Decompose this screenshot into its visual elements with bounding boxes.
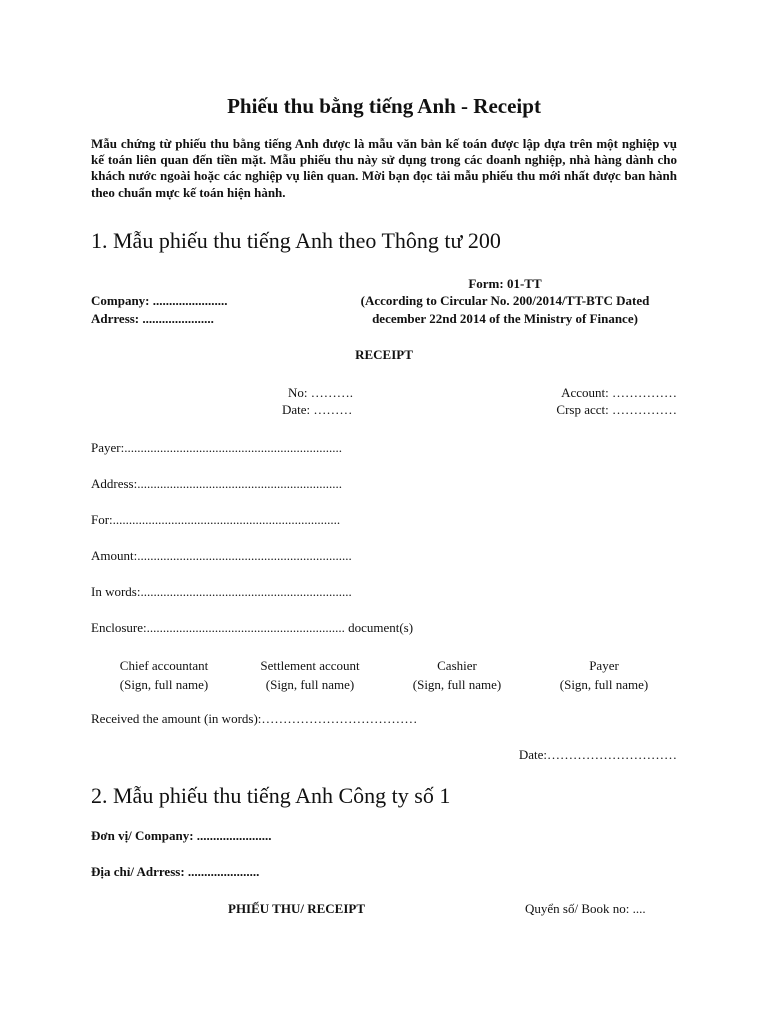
signature-role: Cashier	[437, 658, 477, 673]
receipt-date: Date: ………	[282, 402, 353, 417]
account-field: Account: ……………	[561, 385, 677, 400]
signature-note: (Sign, full name)	[265, 677, 355, 692]
signature-settlement-account	[240, 656, 380, 694]
enclosure-field: Enclosure:............................................................. document(s)	[91, 620, 414, 635]
intro-paragraph: Mẫu chứng từ phiếu thu bằng tiếng Anh được là mẫu văn bản kế toán được lập dựa trên một nghiệp vụ kế toán liên quan đến tiền mặt. Mẫu phiếu thu này sử dụng trong các doanh nghiệp, nhà hàng dành cho khách nước ngoài hoặc các nghiệp vụ liên quan. Mời bạn đọc tải mẫu phiếu thu mới nhất được ban hành theo chuẩn mực kế toán hiện hành.	[91, 136, 677, 200]
signature-role: Chief accountant	[119, 658, 209, 673]
receipt-title: RECEIPT	[355, 347, 413, 362]
amount-in-words-field: In words:.................................................................	[91, 584, 352, 599]
unit-address-field: Địa chỉ/ Adrress: ......................	[91, 864, 260, 879]
signature-role: Payer	[589, 658, 619, 673]
ministry-reference: december 22nd 2014 of the Ministry of Finance)	[372, 311, 638, 326]
payer-address-field: Address:...............................................................	[91, 476, 342, 491]
section2-heading: 2. Mẫu phiếu thu tiếng Anh Công ty số 1	[91, 783, 451, 808]
signature-role: Settlement account	[260, 658, 360, 673]
book-number-field: Quyển số/ Book no: ....	[525, 901, 646, 916]
section1-heading: 1. Mẫu phiếu thu tiếng Anh theo Thông tư 200	[91, 228, 501, 253]
receipt-number: No: ……….	[288, 385, 353, 400]
crsp-account-field: Crsp acct: ……………	[556, 402, 677, 417]
signature-payer	[534, 656, 674, 694]
signature-note: (Sign, full name)	[412, 677, 502, 692]
company-field: Company: .......................	[91, 293, 228, 308]
circular-reference: (According to Circular No. 200/2014/TT-BTC Dated	[360, 293, 650, 308]
purpose-field: For:......................................................................	[91, 512, 341, 527]
amount-field: Amount:..................................................................	[91, 548, 352, 563]
page-title: Phiếu thu bằng tiếng Anh - Receipt	[227, 94, 541, 118]
receipt-title-2: PHIẾU THU/ RECEIPT	[228, 901, 366, 916]
form-code: Form: 01-TT	[468, 276, 542, 291]
received-amount-field: Received the amount (in words):………………………………	[91, 711, 418, 726]
footer-date-field: Date:…………………………	[518, 747, 677, 762]
unit-company-field: Đơn vị/ Company: .......................	[91, 828, 272, 843]
signature-note: (Sign, full name)	[559, 677, 649, 692]
signature-note: (Sign, full name)	[119, 677, 209, 692]
signature-cashier	[387, 656, 527, 694]
address-field: Adrress: ......................	[91, 311, 214, 326]
payer-field: Payer:...................................................................	[91, 440, 342, 455]
signature-chief-accountant	[94, 656, 234, 694]
